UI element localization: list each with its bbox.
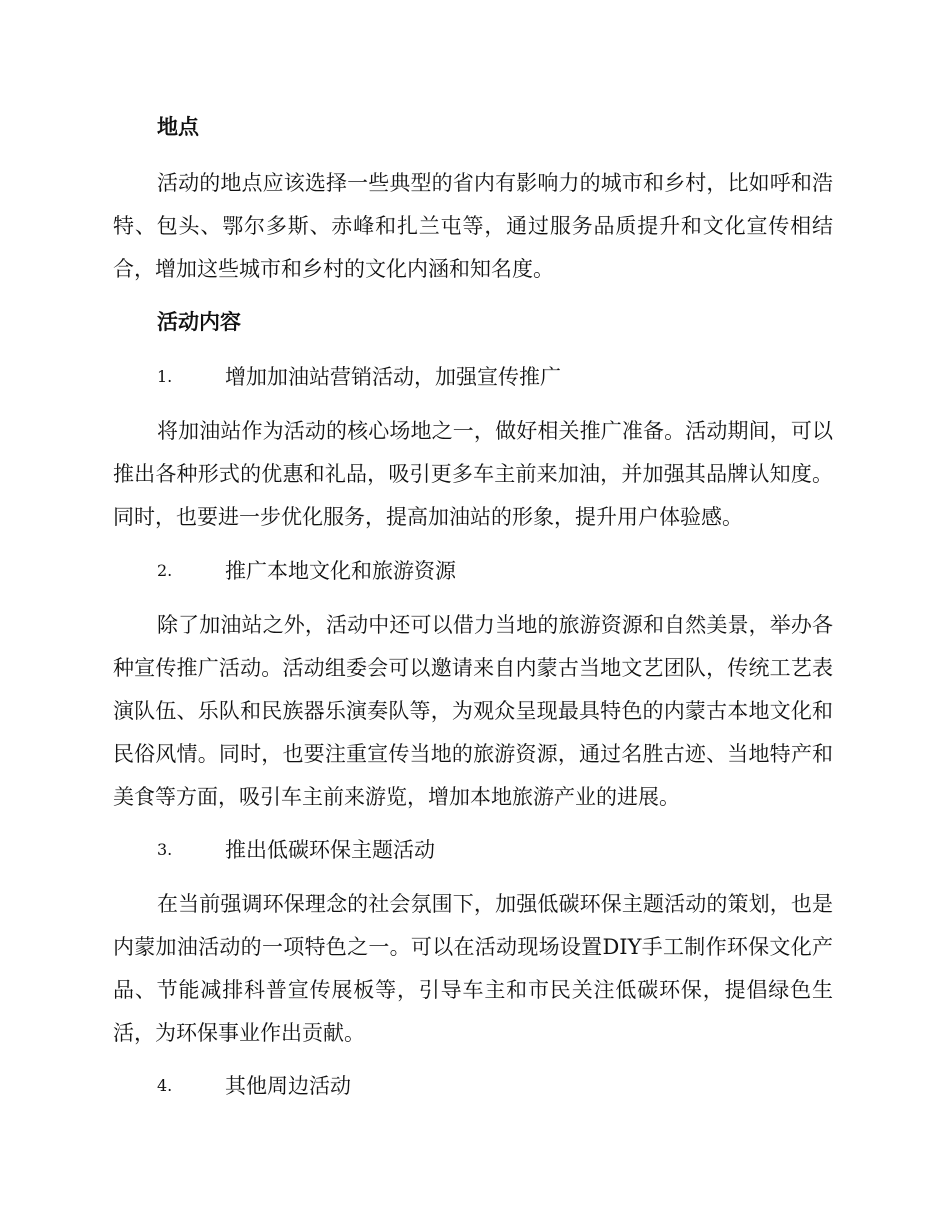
paragraph-item-2: 除了加油站之外，活动中还可以借力当地的旅游资源和自然美景，举办各种宣传推广活动。活动组委会可以邀请来自内蒙古当地文艺团队，传统工艺表演队伍、乐队和民族器乐演奏队等，为观众呈现最具特色的内蒙古本地文化和民俗风情。同时，也要注重宣传当地的旅游资源，通过名胜古迹、当地特产和美食等方面，吸引车主前来游览，增加本地旅游产业的进展。 [113, 613, 833, 809]
list-item-4 [157, 1071, 351, 1101]
paragraph-location: 活动的地点应该选择一些典型的省内有影响力的城市和乡村，比如呼和浩特、包头、鄂尔多斯、赤峰和扎兰屯等，通过服务品质提升和文化宣传相结合，增加这些城市和乡村的文化内涵和知名度。 [113, 171, 833, 281]
paragraph-item-1: 将加油站作为活动的核心场地之一，做好相关推广准备。活动期间，可以推出各种形式的优惠和礼品，吸引更多车主前来加油，并加强其品牌认知度。同时，也要进一步优化服务，提高加油站的形象，提升用户体验感。 [113, 419, 833, 529]
list-title: 增加加油站营销活动，加强宣传推广 [225, 365, 561, 389]
list-number: 2. [157, 561, 173, 580]
paragraph-item-3: 在当前强调环保理念的社会氛围下，加强低碳环保主题活动的策划，也是内蒙加油活动的一项特色之一。可以在活动现场设置DIY手工制作环保文化产品、节能减排科普宣传展板等，引导车主和市民关注低碳环保，提倡绿色生活，为环保事业作出贡献。 [113, 892, 833, 1045]
list-number: 3. [157, 840, 173, 859]
list-item-2 [157, 556, 456, 586]
list-title: 推出低碳环保主题活动 [225, 838, 435, 862]
section-heading-location: 地点 [157, 114, 199, 139]
list-number: 4. [157, 1076, 173, 1095]
list-number: 1. [157, 367, 173, 386]
section-heading-content: 活动内容 [157, 309, 241, 334]
list-item-3 [157, 835, 435, 865]
list-title: 其他周边活动 [225, 1074, 351, 1098]
list-item-1 [157, 362, 561, 392]
list-title: 推广本地文化和旅游资源 [225, 559, 456, 583]
